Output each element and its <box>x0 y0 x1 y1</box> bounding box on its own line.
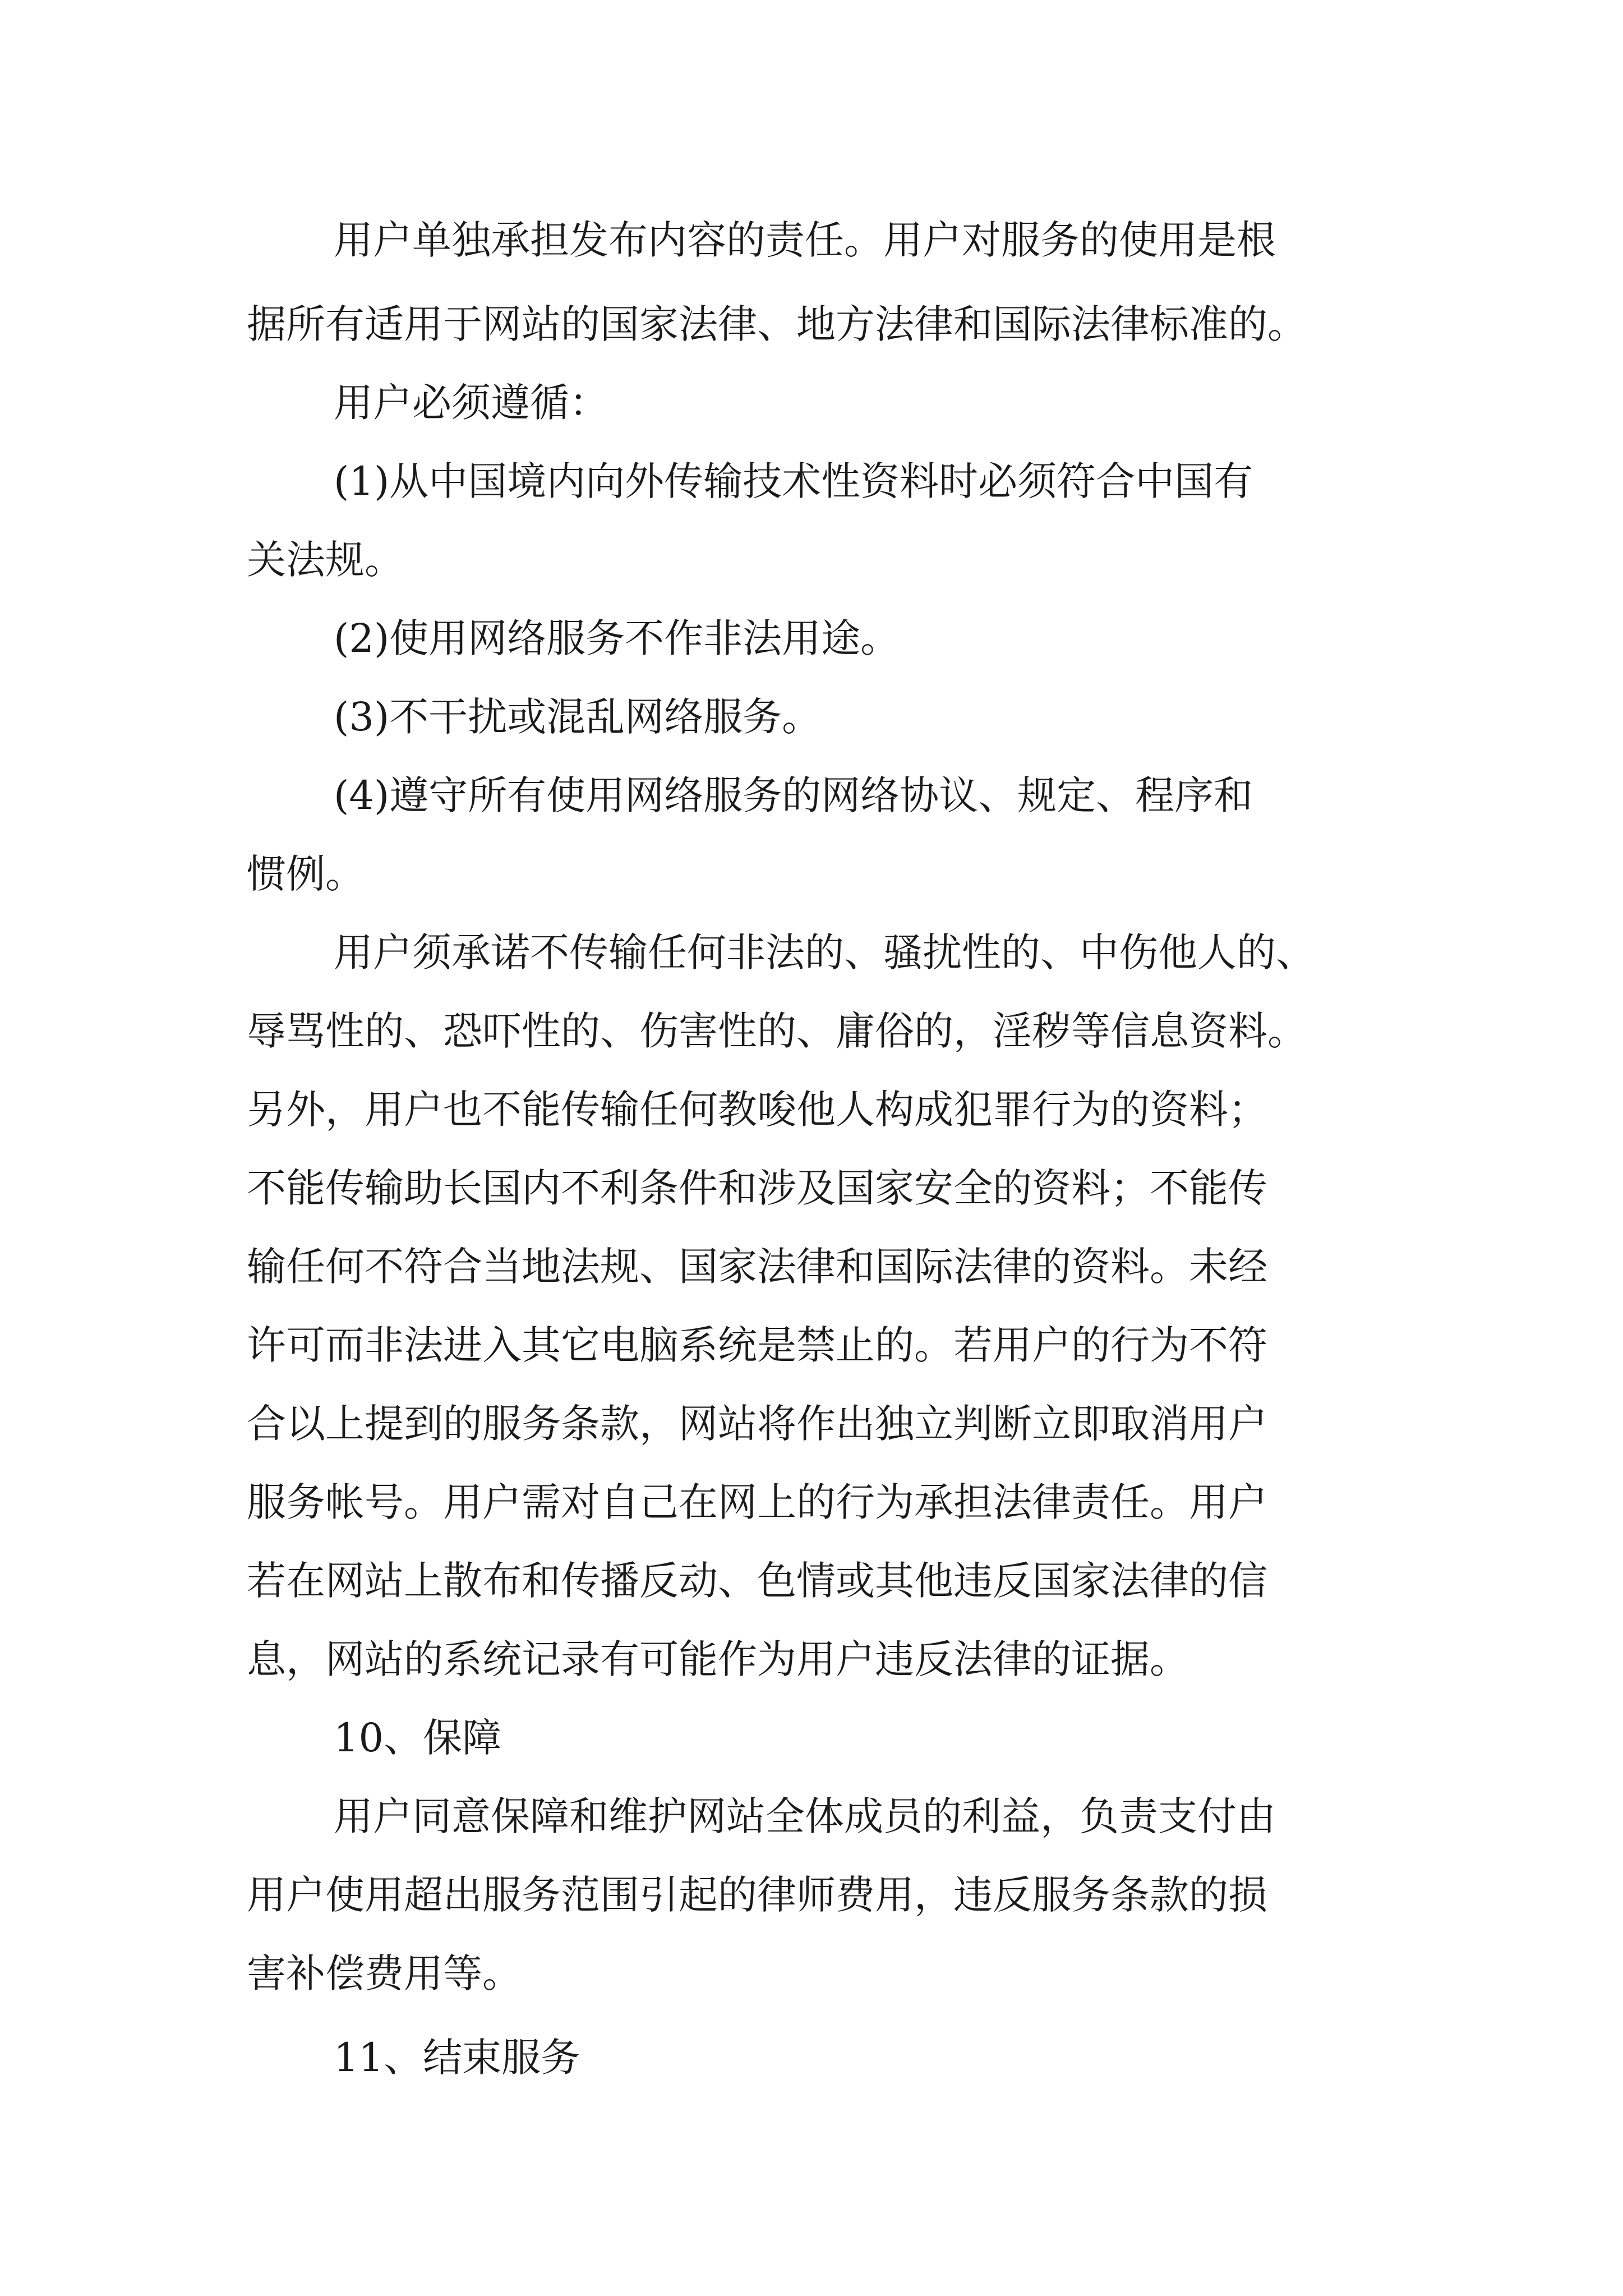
text-line-18: 若在网站上散布和传播反动、色情或其他违反国家法律的信 <box>247 1558 1267 1604</box>
text-line-1: 用户单独承担发布内容的责任。用户对服务的使用是根 <box>334 217 1276 263</box>
text-line-15: 许可而非法进入其它电脑系统是禁止的。若用户的行为不符 <box>247 1322 1267 1368</box>
text-line-12: 另外，用户也不能传输任何教唆他人构成犯罪行为的资料； <box>247 1087 1267 1133</box>
text-line-17: 服务帐号。用户需对自己在网上的行为承担法律责任。用户 <box>247 1479 1267 1525</box>
text-line-19: 息，网站的系统记录有可能作为用户违反法律的证据。 <box>247 1636 1189 1682</box>
text-line-10: 用户须承诺不传输任何非法的、骚扰性的、中伤他人的、 <box>334 930 1315 976</box>
text-line-8: (4)遵守所有使用网络服务的网络协议、规定、程序和 <box>334 772 1253 818</box>
text-line-14: 输任何不符合当地法规、国家法律和国际法律的资料。未经 <box>247 1244 1267 1290</box>
text-line-11: 辱骂性的、恐吓性的、伤害性的、庸俗的，淫秽等信息资料。 <box>247 1008 1307 1054</box>
text-line-9: 惯例。 <box>247 851 365 897</box>
text-line-21: 用户同意保障和维护网站全体成员的利益，负责支付由 <box>334 1793 1276 1839</box>
text-line-3: 用户必须遵循： <box>334 380 608 426</box>
text-line-13: 不能传输助长国内不利条件和涉及国家安全的资料；不能传 <box>247 1165 1267 1211</box>
text-line-7: (3)不干扰或混乱网络服务。 <box>334 694 822 740</box>
text-line-23: 害补偿费用等。 <box>247 1950 522 1996</box>
text-line-16: 合以上提到的服务条款，网站将作出独立判断立即取消用户 <box>247 1401 1267 1447</box>
text-line-2: 据所有适用于网站的国家法律、地方法律和国际法律标准的。 <box>247 301 1307 347</box>
text-line-5: 关法规。 <box>247 537 404 583</box>
text-line-6: (2)使用网络服务不作非法用途。 <box>334 615 900 661</box>
text-line-4: (1)从中国境内向外传输技术性资料时必须符合中国有 <box>334 458 1253 504</box>
text-line-22: 用户使用超出服务范围引起的律师费用，违反服务条款的损 <box>247 1872 1267 1918</box>
section-heading-10: 10、保障 <box>334 1715 502 1761</box>
section-heading-11: 11、结束服务 <box>334 2035 580 2081</box>
